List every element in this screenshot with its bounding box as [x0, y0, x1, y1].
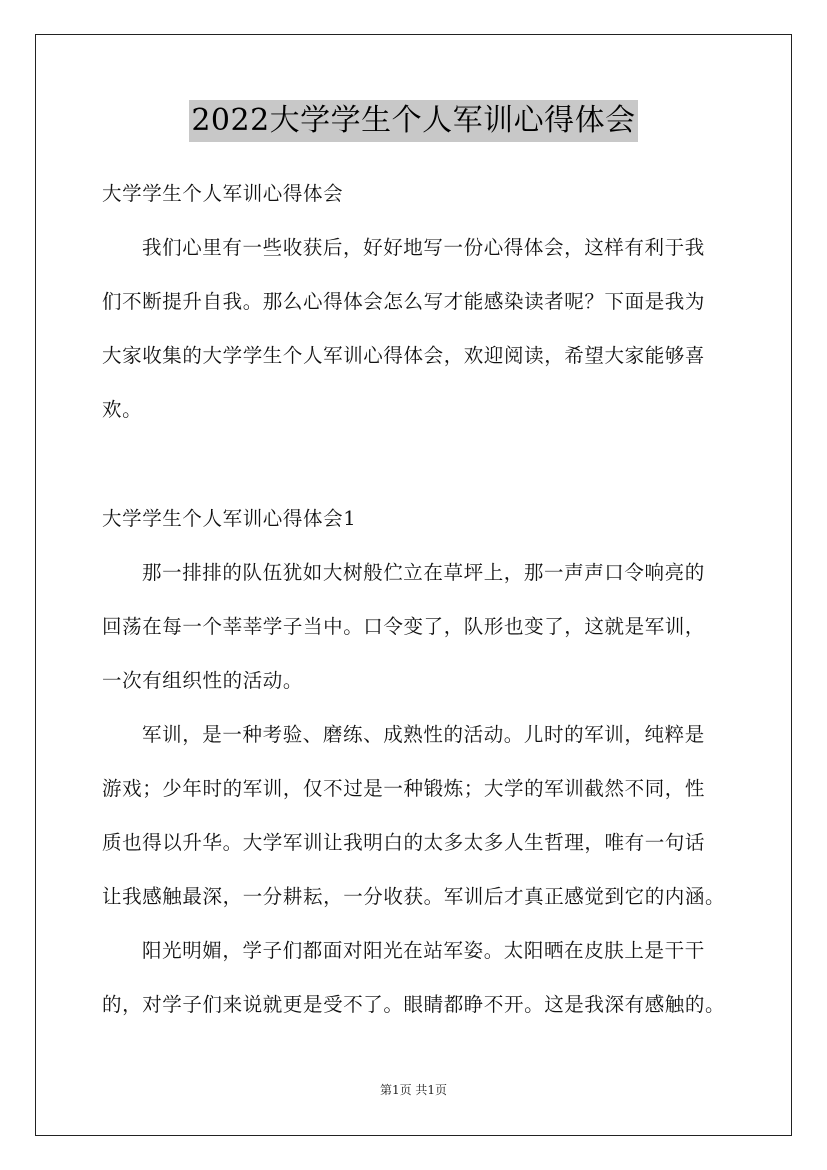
paragraph-line: 回荡在每一个莘莘学子当中。口令变了，队形也变了，这就是军训， — [102, 615, 706, 638]
document-title: 2022大学学生个人军训心得体会 — [189, 100, 637, 142]
paragraph-line: 们不断提升自我。那么心得体会怎么写才能感染读者呢？下面是我为 — [102, 290, 706, 313]
paragraph-line: 大家收集的大学学生个人军训心得体会，欢迎阅读，希望大家能够喜 — [102, 344, 706, 367]
section-heading-1: 大学学生个人军训心得体会1 — [102, 507, 357, 530]
paragraph-line: 游戏；少年时的军训，仅不过是一种锻炼；大学的军训截然不同，性 — [102, 777, 706, 800]
title-container — [0, 100, 827, 142]
section-heading-intro: 大学学生个人军训心得体会 — [102, 182, 344, 205]
paragraph-line: 欢。 — [102, 398, 143, 421]
paragraph-line: 军训，是一种考验、磨练、成熟性的活动。儿时的军训，纯粹是 — [142, 723, 705, 746]
paragraph-line: 的，对学子们来说就更是受不了。眼睛都睁不开。这是我深有感触的。 — [102, 993, 726, 1016]
paragraph-line: 那一排排的队伍犹如大树般伫立在草坪上，那一声声口令响亮的 — [142, 561, 705, 584]
paragraph-line: 阳光明媚，学子们都面对阳光在站军姿。太阳晒在皮肤上是干干 — [142, 939, 705, 962]
paragraph-line: 一次有组织性的活动。 — [102, 669, 304, 692]
paragraph-line: 让我感触最深，一分耕耘，一分收获。军训后才真正感觉到它的内涵。 — [102, 885, 726, 908]
paragraph-line: 我们心里有一些收获后，好好地写一份心得体会，这样有利于我 — [142, 236, 705, 259]
paragraph-line: 质也得以升华。大学军训让我明白的太多太多人生哲理，唯有一句话 — [102, 831, 706, 854]
page-footer: 第1页 共1页 — [379, 1083, 448, 1097]
